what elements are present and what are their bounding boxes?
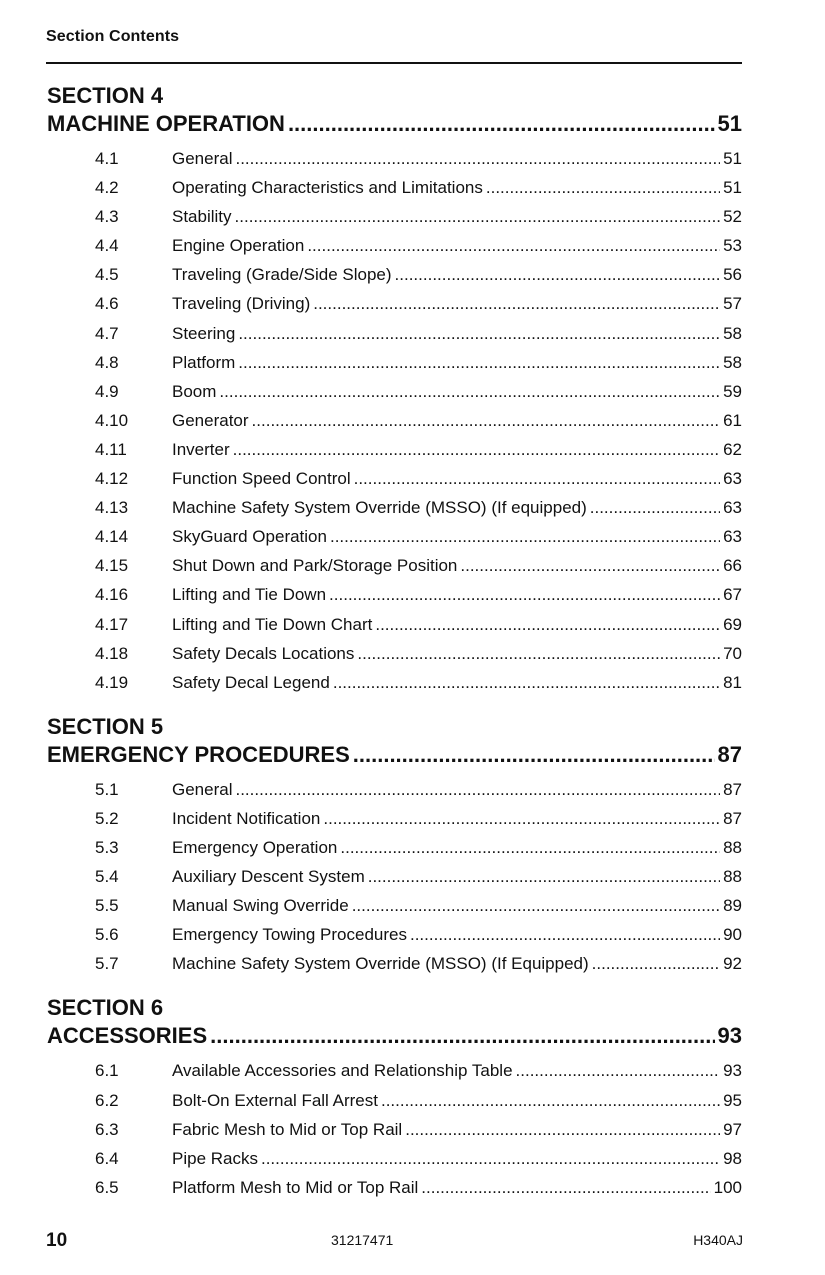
toc-entry[interactable] <box>47 522 742 551</box>
entry-title: General <box>172 149 233 168</box>
footer-model: H340AJ <box>693 1232 743 1248</box>
entry-number: 4.5 <box>95 265 119 285</box>
entry-page-number: 67 <box>723 585 742 605</box>
entry-title: Machine Safety System Override (MSSO) (If Equipped) <box>172 954 589 974</box>
entry-page-number: 95 <box>723 1090 742 1110</box>
toc-entry[interactable] <box>47 348 742 377</box>
dot-leader <box>381 1086 720 1115</box>
section-title-row[interactable] <box>47 110 742 138</box>
dot-leader <box>329 580 720 609</box>
table-of-contents <box>47 82 742 1218</box>
entry-number: 4.9 <box>95 381 119 401</box>
toc-entry[interactable] <box>47 610 742 639</box>
toc-entry[interactable] <box>47 1115 742 1144</box>
entry-page-number: 53 <box>723 236 742 256</box>
dot-leader <box>238 348 720 377</box>
entry-title: Shut Down and Park/Storage Position <box>172 556 458 576</box>
dot-leader <box>421 1173 710 1202</box>
entry-page-number: 59 <box>723 381 742 401</box>
dot-leader <box>307 231 720 260</box>
dot-leader <box>352 891 720 920</box>
entry-page-number: 70 <box>723 643 742 663</box>
dot-leader <box>460 551 720 580</box>
entry-number: 4.10 <box>95 410 129 430</box>
section-title: ACCESSORIES <box>47 1023 208 1049</box>
dot-leader <box>235 775 720 804</box>
section-page-number: 93 <box>717 1023 742 1049</box>
entry-title: Emergency Operation <box>172 837 338 857</box>
toc-entry[interactable] <box>47 920 742 949</box>
entry-number: 5.1 <box>95 779 119 799</box>
entry-title: Lifting and Tie Down Chart <box>172 614 373 634</box>
entry-page-number: 51 <box>723 178 742 198</box>
entry-page-number: 90 <box>723 925 742 945</box>
toc-entry[interactable] <box>47 580 742 609</box>
entry-title: Platform Mesh to Mid or Top Rail <box>172 1177 419 1197</box>
toc-entry[interactable] <box>47 1173 742 1202</box>
dot-leader <box>313 289 720 318</box>
entry-page-number: 69 <box>723 614 742 634</box>
toc-section <box>47 713 742 979</box>
entry-title: Fabric Mesh to Mid or Top Rail <box>172 1119 403 1139</box>
toc-entry[interactable] <box>47 775 742 804</box>
dot-leader <box>395 260 721 289</box>
entry-title: Platform <box>172 352 236 372</box>
entry-page-number: 62 <box>723 439 742 459</box>
dot-leader <box>375 610 720 639</box>
dot-leader <box>235 144 720 173</box>
entry-title: Engine Operation <box>172 236 305 256</box>
toc-entry[interactable] <box>47 173 742 202</box>
entry-number: 4.2 <box>95 178 119 198</box>
entry-page-number: 57 <box>723 294 742 314</box>
entry-title: Generator <box>172 410 249 430</box>
page-header-title: Section Contents <box>46 28 180 45</box>
entry-number: 4.14 <box>95 527 129 547</box>
entry-title: Stability <box>172 207 232 227</box>
dot-leader <box>368 862 720 891</box>
section-title: MACHINE OPERATION <box>47 111 285 136</box>
toc-entry[interactable] <box>47 639 742 668</box>
entry-number: 5.5 <box>95 896 119 916</box>
entry-page-number: 93 <box>723 1061 742 1081</box>
entry-page-number: 51 <box>723 149 742 168</box>
entry-title: Machine Safety System Override (MSSO) (If equipped) <box>172 498 587 518</box>
entry-title: Inverter <box>172 439 230 459</box>
entry-number: 4.4 <box>95 236 119 256</box>
entry-number: 4.6 <box>95 294 119 314</box>
dot-leader <box>288 110 715 138</box>
dot-leader <box>516 1056 721 1085</box>
entry-page-number: 52 <box>723 207 742 227</box>
dot-leader <box>592 949 720 978</box>
section-page-number: 51 <box>717 111 742 136</box>
entry-number: 4.1 <box>95 149 119 168</box>
entry-title: Pipe Racks <box>172 1148 258 1168</box>
entry-title: Incident Notification <box>172 808 321 828</box>
entry-number: 5.7 <box>95 954 119 974</box>
dot-leader <box>233 435 720 464</box>
entry-title: Emergency Towing Procedures <box>172 925 407 945</box>
entry-number: 4.17 <box>95 614 129 634</box>
entry-page-number: 58 <box>723 323 742 343</box>
dot-leader <box>333 668 720 697</box>
toc-entry[interactable] <box>47 551 742 580</box>
toc-entry[interactable] <box>47 862 742 891</box>
dot-leader <box>590 493 720 522</box>
dot-leader <box>354 464 720 493</box>
entry-number: 5.4 <box>95 867 119 887</box>
entry-title: Manual Swing Override <box>172 896 349 916</box>
toc-entry[interactable] <box>47 202 742 231</box>
toc-entry[interactable] <box>47 1144 742 1173</box>
entry-title: Boom <box>172 381 217 401</box>
dot-leader <box>219 377 720 406</box>
entry-page-number: 56 <box>723 265 742 285</box>
entry-page-number: 88 <box>723 867 742 887</box>
entry-page-number: 66 <box>723 556 742 576</box>
header-divider <box>46 62 742 64</box>
entry-page-number: 92 <box>723 954 742 974</box>
entry-number: 4.19 <box>95 672 129 692</box>
entry-page-number: 63 <box>723 498 742 518</box>
entry-number: 4.15 <box>95 556 129 576</box>
toc-entry[interactable] <box>47 891 742 920</box>
entry-number: 6.3 <box>95 1119 119 1139</box>
section-label: SECTION 4 <box>47 83 164 108</box>
entry-page-number: 89 <box>723 896 742 916</box>
section-label: SECTION 6 <box>47 995 164 1021</box>
entry-title: Available Accessories and Relationship Table <box>172 1061 513 1081</box>
dot-leader <box>238 319 720 348</box>
dot-leader <box>486 173 720 202</box>
toc-entry[interactable] <box>47 406 742 435</box>
toc-entry[interactable] <box>47 949 742 978</box>
entry-title: SkyGuard Operation <box>172 527 327 547</box>
entry-page-number: 87 <box>723 808 742 828</box>
entry-number: 6.1 <box>95 1061 119 1081</box>
entry-title: Safety Decals Locations <box>172 643 355 663</box>
footer-page-number: 10 <box>46 1230 68 1251</box>
entry-number: 4.7 <box>95 323 119 343</box>
toc-entry[interactable] <box>47 144 742 173</box>
dot-leader <box>405 1115 720 1144</box>
toc-section <box>47 994 742 1201</box>
entry-title: General <box>172 779 233 799</box>
dot-leader <box>235 202 721 231</box>
toc-entry[interactable] <box>47 464 742 493</box>
entry-number: 4.13 <box>95 498 129 518</box>
entry-number: 6.4 <box>95 1148 119 1168</box>
dot-leader <box>252 406 721 435</box>
entry-title: Lifting and Tie Down <box>172 585 327 605</box>
entry-title: Safety Decal Legend <box>172 672 330 692</box>
entry-number: 6.2 <box>95 1090 119 1110</box>
toc-entry[interactable] <box>47 435 742 464</box>
toc-entry[interactable] <box>47 668 742 697</box>
entry-page-number: 81 <box>723 672 742 692</box>
toc-entry[interactable] <box>47 260 742 289</box>
section-title-row[interactable] <box>47 1022 742 1050</box>
section-page-number: 87 <box>717 741 742 767</box>
section-title-row[interactable] <box>47 741 742 769</box>
entry-page-number: 63 <box>723 527 742 547</box>
entry-title: Operating Characteristics and Limitations <box>172 178 483 198</box>
dot-leader <box>330 522 720 551</box>
entry-title: Bolt-On External Fall Arrest <box>172 1090 378 1110</box>
dot-leader <box>340 833 720 862</box>
dot-leader <box>357 639 720 668</box>
entry-number: 4.8 <box>95 352 119 372</box>
dot-leader <box>210 1022 714 1050</box>
entry-title: Traveling (Driving) <box>172 294 311 314</box>
section-label: SECTION 5 <box>47 713 164 739</box>
entry-number: 4.16 <box>95 585 129 605</box>
entry-page-number: 100 <box>713 1177 742 1197</box>
toc-entry[interactable] <box>47 1086 742 1115</box>
toc-entry[interactable] <box>47 804 742 833</box>
toc-section <box>47 82 742 697</box>
entry-page-number: 98 <box>723 1148 742 1168</box>
entry-number: 6.5 <box>95 1177 119 1197</box>
entry-title: Auxiliary Descent System <box>172 867 365 887</box>
entry-page-number: 61 <box>723 410 742 430</box>
entry-number: 5.3 <box>95 837 119 857</box>
entry-page-number: 87 <box>723 779 742 799</box>
entry-page-number: 88 <box>723 837 742 857</box>
entry-number: 4.18 <box>95 643 129 663</box>
entry-title: Steering <box>172 323 236 343</box>
entry-number: 5.2 <box>95 808 119 828</box>
toc-entry[interactable] <box>47 231 742 260</box>
dot-leader <box>323 804 720 833</box>
entry-page-number: 58 <box>723 352 742 372</box>
entry-number: 4.11 <box>95 439 127 459</box>
toc-entry[interactable] <box>47 1056 742 1085</box>
toc-entry[interactable] <box>47 377 742 406</box>
toc-entry[interactable] <box>47 833 742 862</box>
entry-number: 4.12 <box>95 469 129 489</box>
entry-page-number: 97 <box>723 1119 742 1139</box>
entry-number: 4.3 <box>95 207 119 227</box>
entry-number: 5.6 <box>95 925 119 945</box>
entry-page-number: 63 <box>723 469 742 489</box>
dot-leader <box>410 920 720 949</box>
dot-leader <box>261 1144 720 1173</box>
toc-entry[interactable] <box>47 493 742 522</box>
toc-entry[interactable] <box>47 319 742 348</box>
footer-document-number: 31217471 <box>331 1232 394 1248</box>
dot-leader <box>353 741 715 769</box>
entry-title: Traveling (Grade/Side Slope) <box>172 265 392 285</box>
toc-entry[interactable] <box>47 289 742 318</box>
entry-title: Function Speed Control <box>172 469 351 489</box>
section-title: EMERGENCY PROCEDURES <box>47 741 350 767</box>
